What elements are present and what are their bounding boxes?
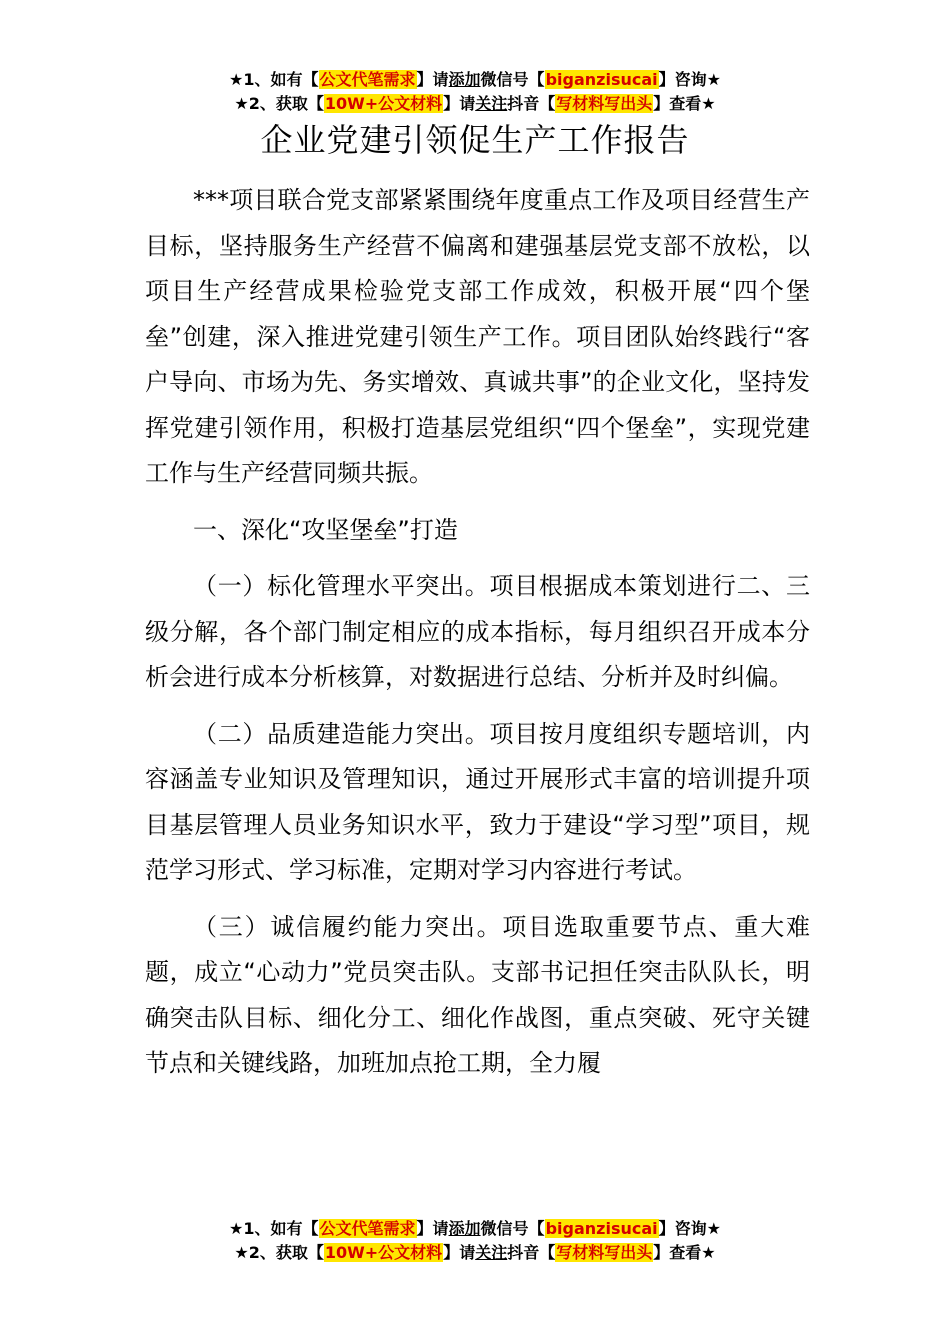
banner-text: ★1、如有【 <box>229 1219 319 1238</box>
document-title: 企业党建引领促生产工作报告 <box>260 121 690 159</box>
document-body <box>145 178 810 1087</box>
banner-line-2 <box>0 1241 950 1265</box>
banner-text: 】请 <box>416 70 449 89</box>
underlined-text: 关注 <box>475 1243 508 1262</box>
banner-text: ★2、获取【 <box>234 94 324 113</box>
banner-text: 】查看★ <box>653 1243 716 1262</box>
banner-text: ★1、如有【 <box>229 70 319 89</box>
header-banner <box>0 68 950 116</box>
section-heading: 一、深化“攻坚堡垒”打造 <box>193 515 458 544</box>
banner-text: 微信号【 <box>480 70 545 89</box>
banner-text: 】请 <box>416 1219 449 1238</box>
banner-text: 抖音【 <box>507 94 556 113</box>
banner-text: 抖音【 <box>507 1243 556 1262</box>
body-paragraph: （二）品质建造能力突出。项目按月度组织专题培训，内容涵盖专业知识及管理知识，通过开展形式丰富的培训提升项目基层管理人员业务知识水平，致力于建设“学习型”项目，规范学习形式、学习标准，定期对学习内容进行考试。 <box>145 719 810 884</box>
banner-text: 】查看★ <box>653 94 716 113</box>
footer-banner <box>0 1217 950 1265</box>
highlight-douyin-account: 写材料写出头 <box>556 94 653 113</box>
underlined-text: 添加 <box>448 1219 481 1238</box>
banner-text: ★2、获取【 <box>234 1243 324 1262</box>
highlight-service: 公文代笔需求 <box>319 70 416 89</box>
banner-text: 】请 <box>443 1243 476 1262</box>
highlight-wechat-id: biganzisucai <box>545 1219 658 1238</box>
body-paragraph: （三）诚信履约能力突出。项目选取重要节点、重大难题，成立“心动力”党员突击队。支部书记担任突击队队长，明确突击队目标、细化分工、细化作战图，重点突破、死守关键节点和关键线路，加班加点抢工期，全力履 <box>145 912 810 1077</box>
banner-text: 微信号【 <box>480 1219 545 1238</box>
underlined-text: 添加 <box>448 70 481 89</box>
highlight-materials: 10W+公文材料 <box>324 94 443 113</box>
body-paragraph: （一）标化管理水平突出。项目根据成本策划进行二、三级分解，各个部门制定相应的成本指标，每月组织召开成本分析会进行成本分析核算，对数据进行总结、分析并及时纠偏。 <box>145 572 810 691</box>
banner-text: 】请 <box>443 94 476 113</box>
highlight-materials: 10W+公文材料 <box>324 1243 443 1262</box>
intro-paragraph: ***项目联合党支部紧紧围绕年度重点工作及项目经营生产目标，坚持服务生产经营不偏离和建强基层党支部不放松，以项目生产经营成果检验党支部工作成效，积极开展“四个堡垒”创建，深入推进党建引领生产工作。项目团队始终践行“客户导向、市场为先、务实增效、真诚共事”的企业文化，坚持发挥党建引领作用，积极打造基层党组织“四个堡垒”，实现党建工作与生产经营同频共振。 <box>145 186 810 487</box>
highlight-service: 公文代笔需求 <box>319 1219 416 1238</box>
banner-text: 】咨询★ <box>658 70 721 89</box>
underlined-text: 关注 <box>475 94 508 113</box>
highlight-wechat-id: biganzisucai <box>545 70 658 89</box>
banner-line-1 <box>0 1217 950 1241</box>
banner-line-1 <box>0 68 950 92</box>
banner-text: 】咨询★ <box>658 1219 721 1238</box>
banner-line-2 <box>0 92 950 116</box>
highlight-douyin-account: 写材料写出头 <box>556 1243 653 1262</box>
